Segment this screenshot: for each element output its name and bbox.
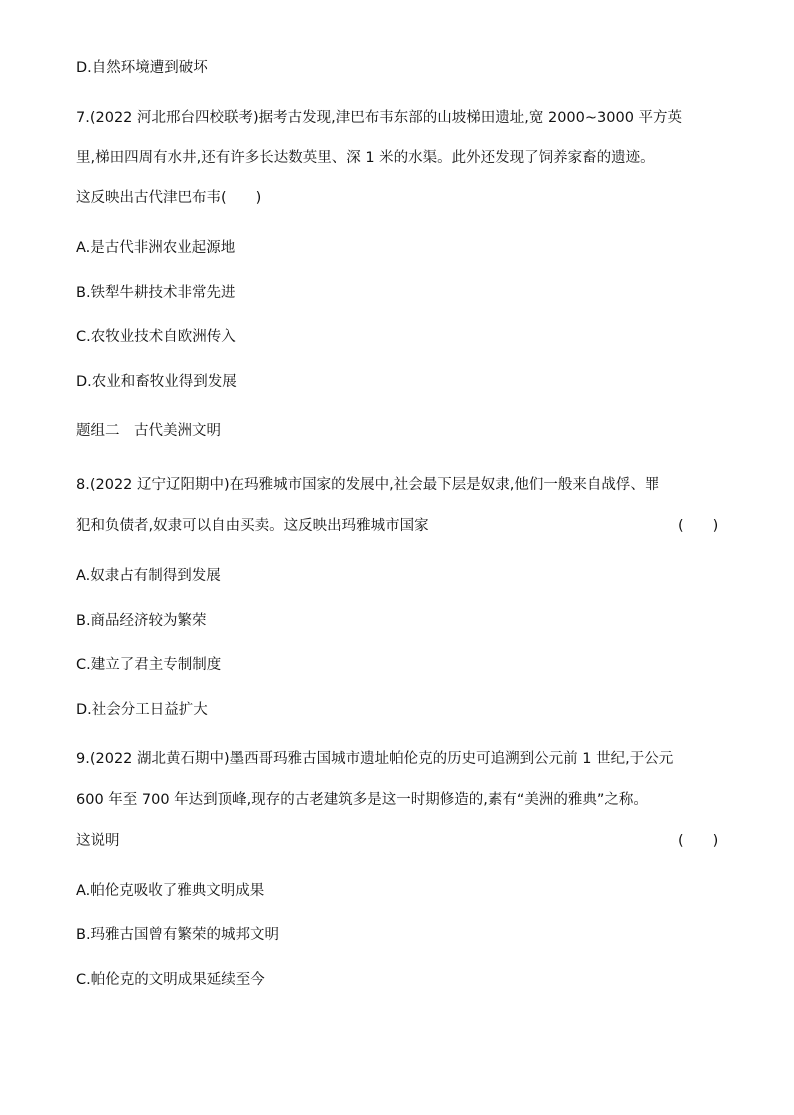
q8-option-b: B.商品经济较为繁荣	[76, 613, 207, 629]
q7-option-a: A.是古代非洲农业起源地	[76, 240, 236, 256]
q7-option-c: C.农牧业技术自欧洲传入	[76, 329, 236, 345]
q8-answer-paren: ( )	[678, 518, 719, 534]
q8-stem-line-1: 8.(2022 辽宁辽阳期中)在玛雅城市国家的发展中,社会最下层是奴隶,他们一般来自战俘、罪	[76, 477, 660, 493]
q8-option-a: A.奴隶占有制得到发展	[76, 568, 221, 584]
q9-option-b: B.玛雅古国曾有繁荣的城邦文明	[76, 927, 280, 943]
q7-option-d: D.农业和畜牧业得到发展	[76, 374, 237, 390]
q9-answer-paren: ( )	[678, 833, 719, 849]
q7-stem-line-1: 7.(2022 河北邢台四校联考)据考古发现,津巴布韦东部的山坡梯田遗址,宽 2000~3000 平方英	[76, 110, 683, 126]
q7-option-b: B.铁犁牛耕技术非常先进	[76, 285, 236, 301]
q6-option-d: D.自然环境遭到破坏	[76, 60, 208, 76]
section-title: 题组二 古代美洲文明	[76, 423, 221, 439]
q9-stem-line-1: 9.(2022 湖北黄石期中)墨西哥玛雅古国城市遗址帕伦克的历史可追溯到公元前 1 世纪,于公元	[76, 751, 674, 767]
q8-stem-line-2: 犯和负债者,奴隶可以自由买卖。这反映出玛雅城市国家	[76, 518, 429, 534]
q8-option-c: C.建立了君主专制制度	[76, 657, 222, 673]
q9-option-a: A.帕伦克吸收了雅典文明成果	[76, 883, 265, 899]
q9-stem-line-2: 600 年至 700 年达到顶峰,现存的古老建筑多是这一时期修造的,素有“美洲的雅典”之称。	[76, 792, 648, 808]
q9-stem-line-3: 这说明	[76, 833, 120, 849]
q9-option-c: C.帕伦克的文明成果延续至今	[76, 972, 265, 988]
q8-option-d: D.社会分工日益扩大	[76, 702, 208, 718]
q7-stem-line-2: 里,梯田四周有水井,还有许多长达数英里、深 1 米的水渠。此外还发现了饲养家畜的遗迹。	[76, 150, 655, 166]
q7-stem-line-3: 这反映出古代津巴布韦( )	[76, 190, 262, 206]
